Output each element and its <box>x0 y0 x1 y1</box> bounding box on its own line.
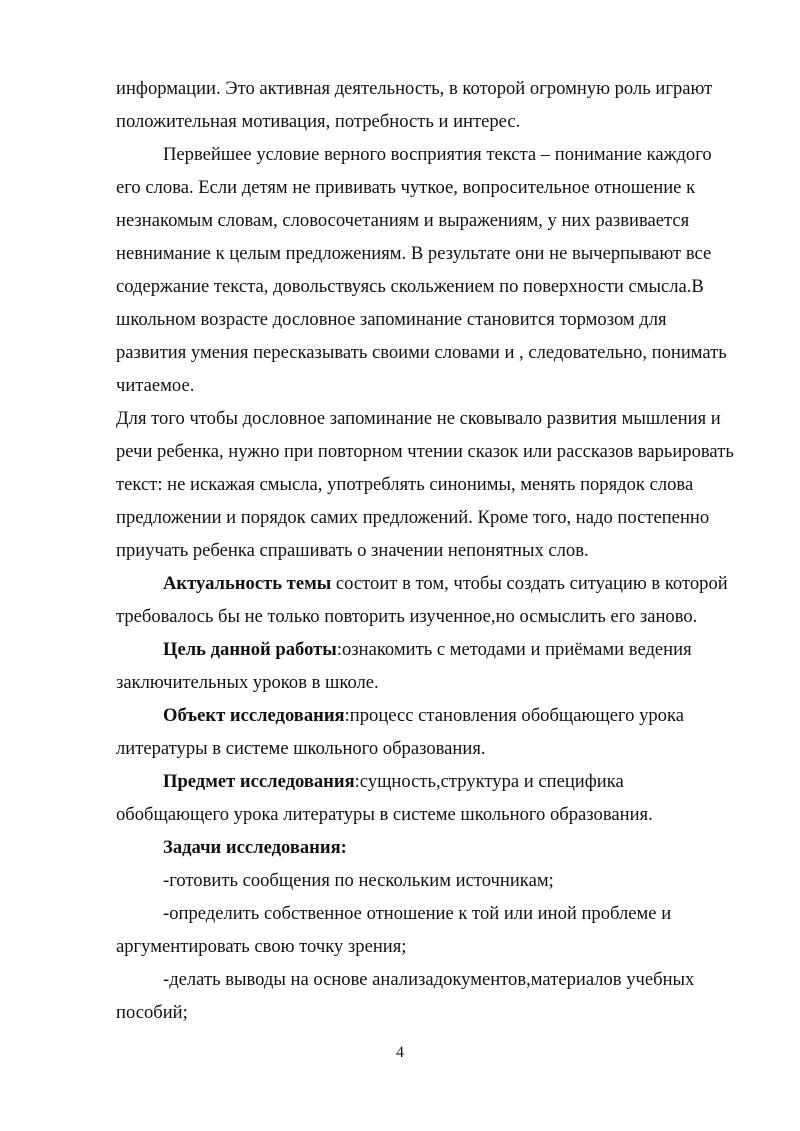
paragraph-text: -делать выводы на основе анализадокументов,материалов учебных пособий; <box>116 969 695 1023</box>
paragraph-tasks-heading <box>116 831 740 864</box>
task-item-2 <box>116 897 740 963</box>
tasks-heading: Задачи исследования: <box>163 837 347 858</box>
document-body <box>116 72 740 1029</box>
paragraph-text: Первейшее условие верного восприятия текста – понимание каждого его слова. Если детям не прививать чуткое, вопросительное отношение к незнакомым словам, словосочетаниям и выражениям, у них развивается невнимание к целым предложениям. В результате они не вычерпывают все содержание текста, довольствуясь скольжением по поверхности смысла.В школьном возрасте дословное запоминание становится тормозом для развития умения пересказывать своими словами и , следовательно, понимать читаемое. <box>116 144 727 396</box>
paragraph-2 <box>116 138 740 402</box>
relevance-heading: Актуальность темы <box>163 573 332 594</box>
paragraph-text: -определить собственное отношение к той или иной проблеме и аргументировать свою точку зрения; <box>116 903 672 957</box>
paragraph-1 <box>116 72 740 138</box>
paragraph-relevance <box>116 567 740 633</box>
paragraph-text: информации. Это активная деятельность, в которой огромную роль играют положительная мотивация, потребность и интерес. <box>116 78 713 132</box>
object-heading: Объект исследования <box>163 705 345 726</box>
paragraph-text: :процесс становления обобщающего урока литературы в системе школьного образования. <box>116 705 684 759</box>
task-item-1 <box>116 864 740 897</box>
paragraph-text: состоит в том, чтобы создать ситуацию в которой требовалось бы не только повторить изученное,но осмыслить его заново. <box>116 573 728 627</box>
paragraph-text: :сущность,структура и специфика обобщающего урока литературы в системе школьного образования. <box>116 771 653 825</box>
paragraph-text: :ознакомить с методами и приёмами ведения заключительных уроков в школе. <box>116 639 692 693</box>
paragraph-text: Для того чтобы дословное запоминание не сковывало развития мышления и речи ребенка, нужно при повторном чтении сказок или рассказов варьировать текст: не искажая смысла, употреблять синонимы, менять порядок слова предложении и порядок самих предложений. Кроме того, надо постепенно приучать ребенка спрашивать о значении непонятных слов. <box>116 408 734 561</box>
paragraph-object <box>116 699 740 765</box>
subject-heading: Предмет исследования <box>163 771 355 792</box>
page-number: 4 <box>396 1044 404 1061</box>
paragraph-subject <box>116 765 740 831</box>
goal-heading: Цель данной работы <box>163 639 337 660</box>
paragraph-3 <box>116 402 740 567</box>
task-item-3 <box>116 963 740 1029</box>
paragraph-text: -готовить сообщения по нескольким источникам; <box>163 870 554 891</box>
paragraph-goal <box>116 633 740 699</box>
